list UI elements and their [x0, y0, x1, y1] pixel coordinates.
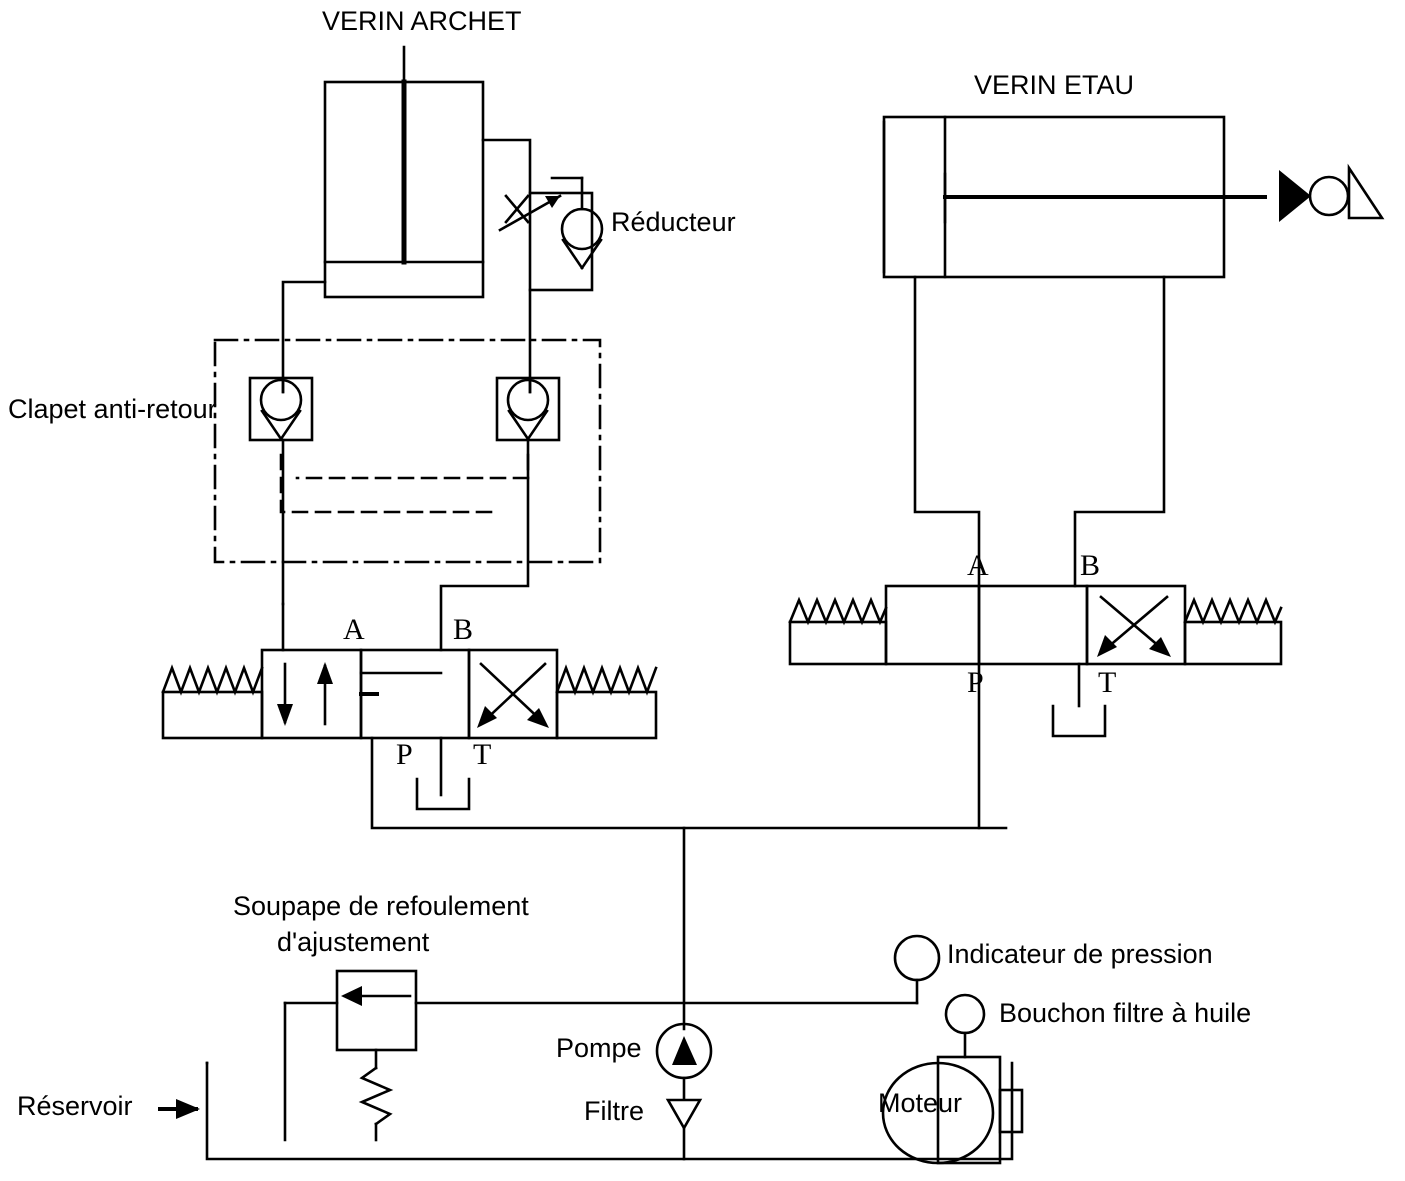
- label-verin-archet: VERIN ARCHET: [322, 6, 522, 36]
- reducteur-symbol: [500, 178, 602, 290]
- label-indicateur-pression: Indicateur de pression: [947, 939, 1213, 969]
- directional-valve-left: [163, 650, 1006, 828]
- reservoir-arrow: [160, 1099, 200, 1119]
- label-right-valve-port-t: T: [1098, 666, 1117, 699]
- label-filtre: Filtre: [584, 1096, 644, 1126]
- cylinder-verin-archet: [325, 47, 483, 297]
- label-left-valve-port-b: B: [453, 613, 474, 646]
- label-left-valve-port-p: P: [396, 738, 413, 771]
- directional-valve-right: [790, 586, 1281, 828]
- label-moteur: Moteur: [878, 1088, 963, 1118]
- label-soupape-line2: d'ajustement: [277, 927, 430, 957]
- label-bouchon-filtre: Bouchon filtre à huile: [999, 998, 1252, 1028]
- label-soupape-line1: Soupape de refoulement: [233, 891, 529, 921]
- label-reservoir: Réservoir: [17, 1091, 133, 1121]
- label-right-valve-port-p: P: [967, 666, 984, 699]
- filter-symbol: [668, 1100, 700, 1159]
- label-right-valve-port-a: A: [967, 549, 989, 582]
- cylinder-verin-etau: [884, 117, 1382, 277]
- label-reducteur: Réducteur: [611, 207, 736, 237]
- label-pompe: Pompe: [556, 1033, 642, 1063]
- oil-filler-cap: [946, 995, 984, 1057]
- label-left-valve-port-t: T: [473, 738, 492, 771]
- pump-symbol: [657, 1024, 711, 1100]
- check-valve-right: [497, 378, 559, 440]
- check-valve-left: [250, 378, 312, 440]
- pressure-gauge: [895, 936, 939, 1003]
- label-verin-etau: VERIN ETAU: [974, 70, 1135, 100]
- label-right-valve-port-b: B: [1080, 549, 1101, 582]
- label-clapet-anti-retour: Clapet anti-retour: [8, 394, 217, 424]
- label-left-valve-port-a: A: [343, 613, 365, 646]
